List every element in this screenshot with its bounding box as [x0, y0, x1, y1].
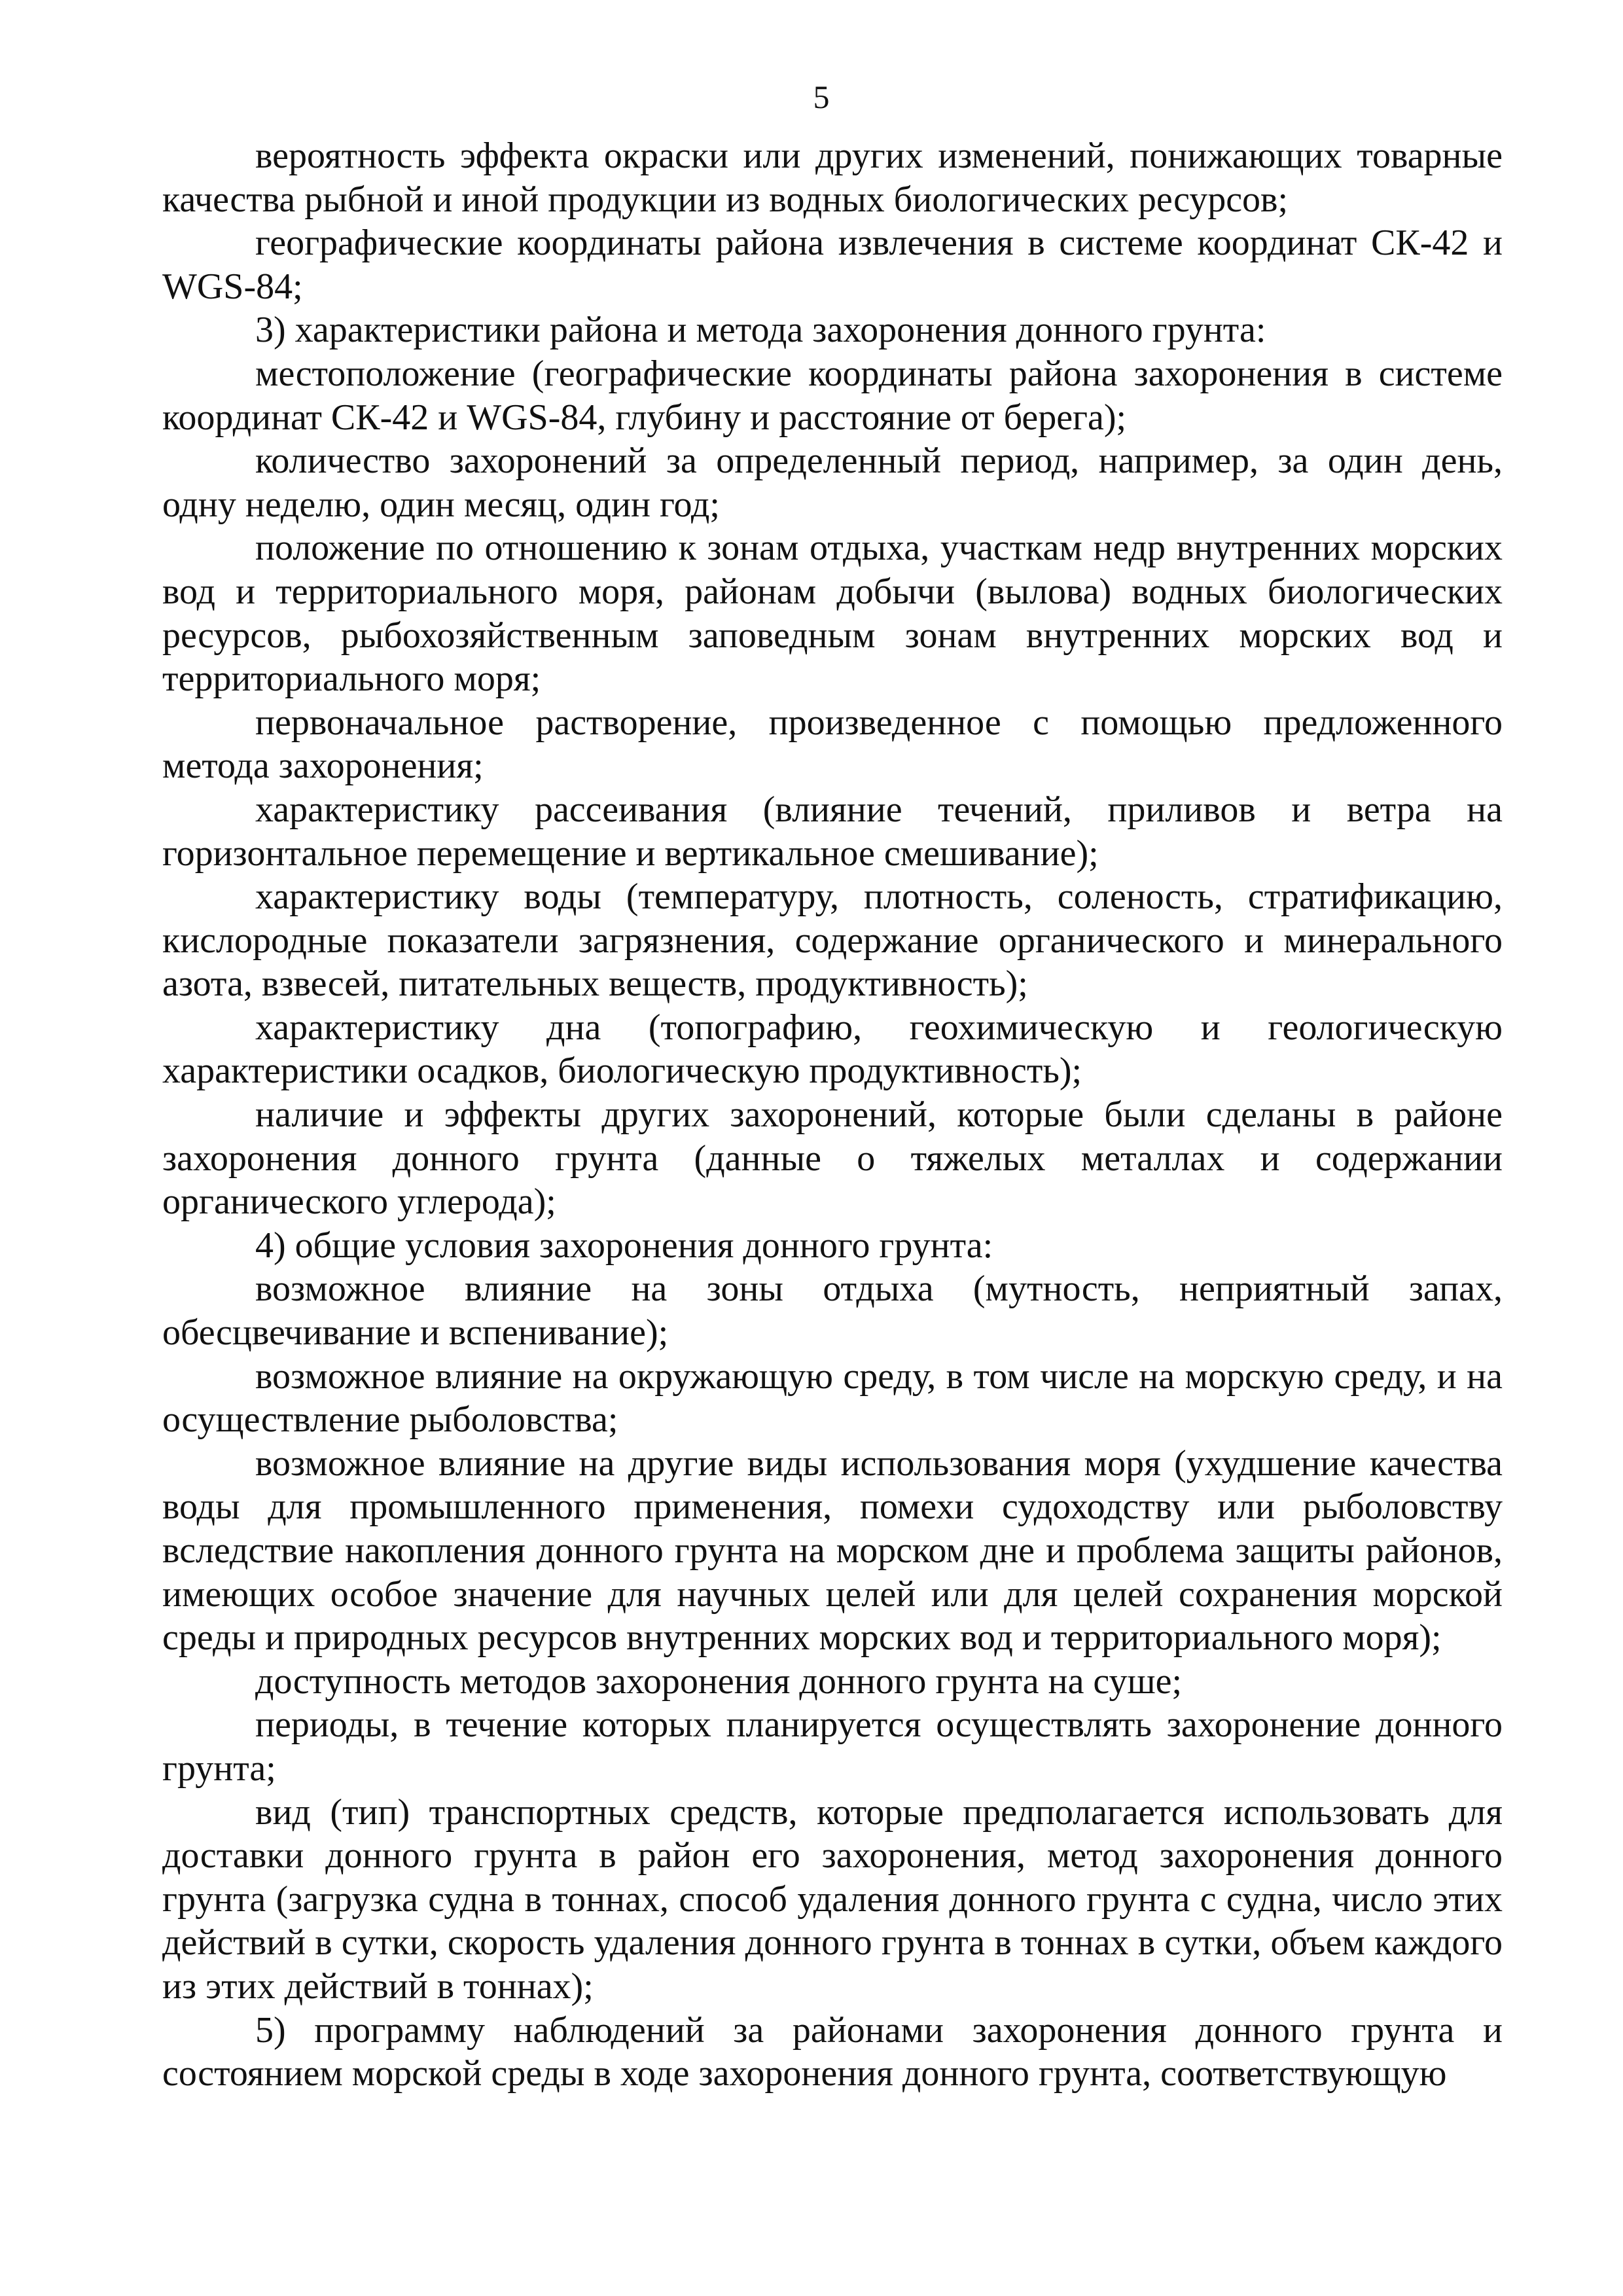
paragraph-disposal-periods: периоды, в течение которых планируется осуществлять захоронение донного грунта; — [162, 1704, 1503, 1789]
paragraph-land-disposal: доступность методов захоронения донного грунта на суше; — [255, 1660, 1183, 1702]
page-number: 5 — [813, 79, 830, 115]
paragraph-product-quality: вероятность эффекта окраски или других изменений, понижающих товарные качества рыбной и иной продукции из водных биологических ресурсов; — [162, 135, 1503, 220]
paragraph-other-disposals: наличие и эффекты других захоронений, которые были сделаны в районе захоронения донного грунта (данные о тяжелых металлах и содержании органического углерода); — [162, 1094, 1503, 1223]
paragraph-water-characteristics: характеристику воды (температуру, плотность, соленость, стратификацию, кислородные показатели загрязнения, содержание органического и минерального азота, взвесей, питательных веществ, продуктивность); — [162, 876, 1503, 1005]
paragraph-recreation-impact: возможное влияние на зоны отдыха (мутность, неприятный запах, обесцвечивание и вспенивание); — [162, 1268, 1503, 1354]
paragraph-sea-use-impact: возможное влияние на другие виды использования моря (ухудшение качества воды для промышленного применения, помехи судоходству или рыболовству вследствие накопления донного грунта на морском дне и проблема защиты районов, имеющих особое значение для научных целей или для целей сохранения морской среды и природных ресурсов внутренних морских вод и территориального моря); — [162, 1443, 1503, 1659]
paragraph-dispersion: характеристику рассеивания (влияние течений, приливов и ветра на горизонтальное перемещение и вертикальное смешивание); — [162, 789, 1503, 874]
paragraph-location: местоположение (географические координаты района захоронения в системе координат СК-42 и WGS-84, глубину и расстояние от берега); — [162, 353, 1503, 438]
section-3-heading: 3) характеристики района и метода захоронения донного грунта: — [255, 310, 1266, 351]
paragraph-extraction-coordinates: географические координаты района извлечения в системе координат СК-42 и WGS-84; — [162, 223, 1503, 307]
paragraph-bottom-characteristics: характеристику дна (топографию, геохимическую и геологическую характеристики осадков, биологическую продуктивность); — [162, 1007, 1503, 1092]
paragraph-initial-dilution: первоначальное растворение, произведенное с помощью предложенного метода захоронения; — [162, 702, 1503, 787]
paragraph-environment-impact: возможное влияние на окружающую среду, в том числе на морскую среду, и на осуществление рыболовства; — [162, 1355, 1503, 1441]
paragraph-transport-means: вид (тип) транспортных средств, которые предполагается использовать для доставки донного грунта в район его захоронения, метод захоронения донного грунта (загрузка судна в тоннах, способ удаления донного грунта с судна, число этих действий в сутки, скорость удаления донного грунта в тоннах в сутки, объем каждого из этих действий в тоннах); — [162, 1791, 1503, 2007]
paragraph-disposal-count: количество захоронений за определенный период, например, за один день, одну неделю, один месяц, один год; — [162, 440, 1503, 525]
section-5-heading: 5) программу наблюдений за районами захоронения донного грунта и состоянием морской среды в ходе захоронения донного грунта, соответствующую — [162, 2009, 1503, 2094]
section-4-heading: 4) общие условия захоронения донного грунта: — [255, 1225, 993, 1266]
document-body — [162, 134, 1503, 2096]
paragraph-position-relative: положение по отношению к зонам отдыха, участкам недр внутренних морских вод и территориального моря, районам добычи (вылова) водных биологических ресурсов, рыбохозяйственным заповедным зонам внутренних морских вод и территориального моря; — [162, 528, 1503, 700]
